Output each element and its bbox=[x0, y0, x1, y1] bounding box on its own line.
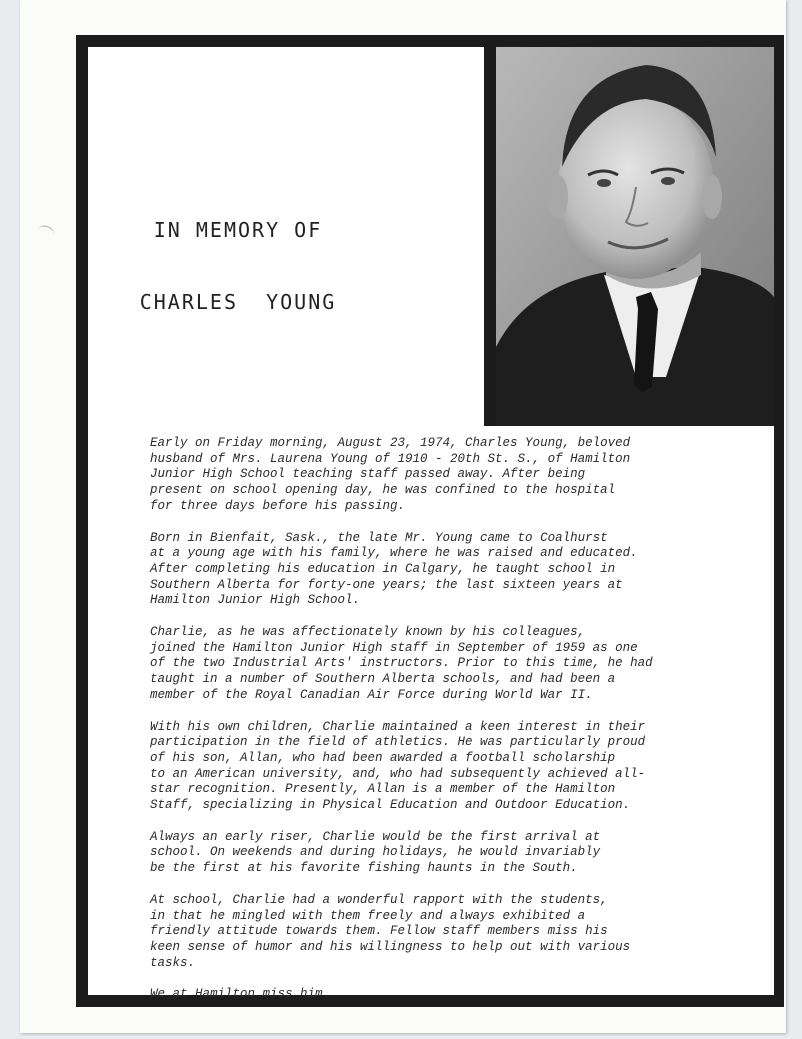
paragraph-4: With his own children, Charlie maintained a keen interest in their participation in the field of athletics. He was particularly proud of his son, Allan, who had been awarded a football scholarship to an American university, and, who had subsequently achieved all- star recognition. Presently, Allan is a member of the Hamilton Staff, specializing in Physical Education and Outdoor Education. bbox=[150, 719, 646, 813]
portrait-image bbox=[496, 47, 774, 425]
title-line-2: CHARLES YOUNG bbox=[139, 290, 337, 314]
paragraph-1: Early on Friday morning, August 23, 1974, Charles Young, beloved husband of Mrs. Laurena Young of 1910 - 20th St. S., of Hamilton Junior High School teaching staff passed away. After being present on school opening day, he was confined to the hospital for three days before his passing. bbox=[150, 436, 631, 513]
paragraph-6: At school, Charlie had a wonderful rapport with the students, in that he mingled with them freely and always exhibited a friendly attitude towards them. Fellow staff members miss his keen sense of humor and his willingness to help out with various tasks. bbox=[150, 892, 631, 970]
paragraph-5: Always an early riser, Charlie would be the first arrival at school. On weekends and during holidays, he would invariably be the first at his favorite fishing haunts in the South. bbox=[150, 829, 601, 876]
paragraph-3: Charlie, as he was affectionately known by his colleagues, joined the Hamilton Junior High staff in September of 1959 as one of the two Industrial Arts' instructors. Prior to this time, he had taught in a number of Southern Alberta schools, and had been a member of the Royal Canadian Air Force during World War II. bbox=[150, 625, 653, 702]
paragraph-2: Born in Bienfait, Sask., the late Mr. Young came to Coalhurst at a young age with his family, where he was raised and educated. After completing his education in Calgary, he taught school in Southern Alberta for forty-one years; the last sixteen years at Hamilton Junior High School. bbox=[150, 530, 638, 608]
title-line-1: IN MEMORY OF bbox=[153, 218, 323, 242]
portrait-photo bbox=[496, 47, 774, 425]
memorial-title bbox=[98, 170, 378, 338]
closing-line: We at Hamilton miss him. bbox=[150, 987, 331, 1002]
memorial-text bbox=[150, 436, 750, 1019]
